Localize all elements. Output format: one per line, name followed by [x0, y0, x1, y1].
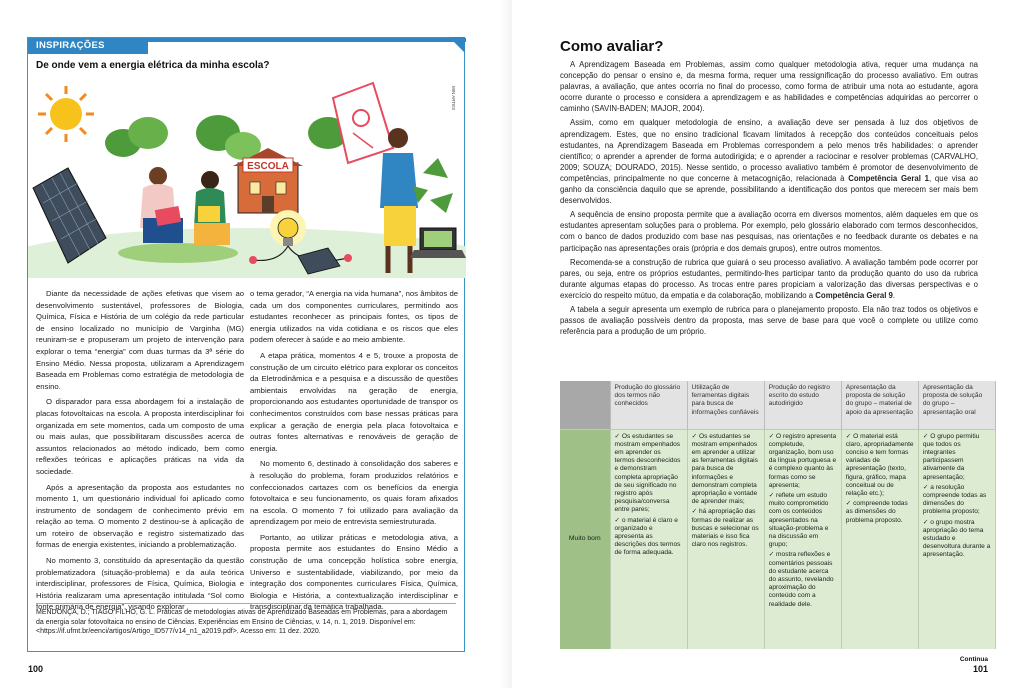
col2-paragraph: No momento 6, destinado à consolidação dos saberes e à resolução do problema, foram produzidos relatórios e confeccionados cartazes com os benefícios da energia fotovoltaica e seu funcionamento, os quais foram afixados na escola. O momento 7 foi utilizado para avaliação da aprendizagem por meio de entrevista semiestruturada.: [250, 459, 458, 527]
box-corner: [449, 37, 465, 53]
section-body: [560, 59, 978, 340]
trees-icon: [105, 115, 348, 160]
rubric-row: [560, 429, 996, 649]
box-label: INSPIRAÇÕES: [28, 38, 148, 54]
students-reading-icon: [118, 167, 238, 263]
page-number-left: 100: [28, 664, 44, 674]
school-sign: ESCOLA: [247, 161, 289, 172]
rubric-criterion: ✓ o material é claro e organizado e apresenta as descrições dos termos de forma adequada.: [614, 516, 681, 557]
rubric-table: [560, 381, 996, 649]
rubric-cell: [764, 429, 841, 649]
rubric-cell: [687, 429, 764, 649]
rubric-cell: [918, 429, 995, 649]
body-paragraph: A Aprendizagem Baseada em Problemas, assim como qualquer metodologia ativa, requer uma mudança na concepção do pensar o ensino e, da mesma forma, requer uma ressignificação do processo avaliativo. Em outras palavras, a avaliação, que antes ocorria no final do processo, como forma de atribuir uma nota ao estudante, agora ocorre durante o processo e considera a aprendizagem e as habilidades e competências adquiridas ao percorrer o caminho (SAVIN-BADEN; MAJOR, 2004).: [560, 60, 978, 114]
competency-highlight: Competência Geral 1: [848, 173, 929, 183]
text-column-2: [250, 288, 458, 617]
page-number-right: 101: [972, 664, 988, 674]
box-title: De onde vem a energia elétrica da minha escola?: [36, 60, 270, 71]
rubric-criterion: ✓ o grupo mostra apropriação do tema estudado e desenvoltura durante a apresentação.: [922, 518, 991, 559]
body-paragraph: A tabela a seguir apresenta um exemplo de rubrica para o planejamento proposto. Ela não traz todos os objetivos e passos de avaliação possíveis dentro da proposta, mas serve de base para que você o complete ou utilize como referência para a produção de um próprio.: [560, 304, 978, 337]
col2-paragraph: A etapa prática, momentos 4 e 5, trouxe a proposta de construção de um circuito elétrico para explorar os conceitos da Eletrodinâmica e a pesquisa e a discussão de questões ambientais envolvidas na geração de energia, proporcionando aos estudantes oportunidade de transpor os conhecimentos construídos com base nessas práticas para explicar a geração de energia pela placa fotovoltaica e outras fontes alternativas e renováveis de geração de energia.: [250, 350, 458, 453]
body-paragraph: A sequência de ensino proposta permite que a avaliação ocorra em diversos momentos, além daqueles em que os estudantes apresentam soluções para o problema. Por exemplo, pelo glossário elaborado com termos desconhecidos, com o banco de dados produzido com base nas pesquisas, nas orientações e no feedback durante os debates e na participação nas apresentações orais (própria e dos demais grupos), entre outros momentos.: [560, 210, 978, 253]
col2-paragraph: o tema gerador, “A energia na vida humana”, nos âmbitos de cada um dos componentes curriculares, permitindo aos estudantes reconhecer as principais fontes, os tipos de energia utilizados na vida cotidiana e os riscos que eles podem oferecer à saúde e ao meio ambiente.: [250, 289, 458, 345]
col1-paragraph: No momento 3, constituído da apresentação da questão problematizadora (situação-problema) e da aula teórica interdisciplinar, professores de Física, Química, Biologia e História realizaram uma apresentação intitulada “Sol como fonte primária de energia”, visando explorar: [36, 556, 244, 612]
col2-paragraph: Portanto, ao utilizar práticas e metodologia ativa, a proposta permite aos estudantes do Ensino Médio a construção de uma concepção holística sobre energia, Universo e sustentabilidade, viabilizando, por meio da integração dos componentes curriculares Física, Química, Biologia e História, a contextualização interdisciplinar e transdisciplinar da temática trabalhada.: [250, 532, 458, 612]
rubric-header: Produção do glossário dos termos não conhecidos: [610, 381, 687, 429]
rubric-header: Produção do registro escrito do estudo autodirigido: [764, 381, 841, 429]
rubric-row-label: Muito bom: [560, 429, 610, 649]
rubric-header: Utilização de ferramentas digitais para busca de informações confiáveis: [687, 381, 764, 429]
bibliographic-reference: MENDONÇA, D.; TIAGO FILHO, G. L. Práticas de metodologias ativas de Aprendizado Baseadas em Problemas, para a abordagem da energia solar fotovoltaica no ensino de Ciências. Experiências em Ensino de Ciências, v. 14, n. 1, 2019. Disponível em: <https://if.ufmt.br/eenci/artigos/Artigo_ID577/v14_n1_a2019.pdf>. Acesso em: 11 dez. 2020.: [36, 603, 456, 637]
body-paragraph: Recomenda-se a construção de rubrica que guiará o seu processo avaliativo. A avaliação também pode ocorrer por pares, ou seja, entre os próprios estudantes, permitindo-lhes participar tanto da produção quanto do uso da rubrica durante algumas etapas do processo. As trocas entre pares propiciam a valorização das diversas perspectivas e o exercício do respeito mútuo, da empatia e da colaboração, mobilizando a Competência Geral 9.: [560, 257, 978, 300]
section-title: Como avaliar?: [560, 38, 664, 55]
rubric-criterion: ✓ O material está claro, apropriadamente conciso e tem formas variadas de apresentação (texto, figura, gráfico, mapa conceitual ou de relação etc.);: [845, 432, 914, 497]
continue-label: Continua: [959, 656, 988, 663]
illustration-credit: MIN ARTES: [451, 86, 456, 111]
rubric-criterion: ✓ reflete um estudo muito comprometido com os conteúdos apresentados na situação-problema e na discussão em grupo;: [768, 491, 829, 549]
body-paragraph: Assim, como em qualquer metodologia de ensino, a avaliação deve ser pensada à luz dos objetivos de aprendizagem. Estes, que no ensino tradicional ficavam limitados à recepção dos conteúdos conceituais pelos estudantes, na Aprendizagem Baseada em Problemas correspondem a pelo menos três habilidades: o aprender científico; o aprender a aprender de forma autodirigida; e o aprender a raciocinar e resolver problemas (CARVALHO, 2009; SOUZA; DOURADO, 2015). Nesse sentido, o processo avaliativo também é promotor de desenvolvimento de competências, principalmente no que concerne à metacognição, relacionada à Competência Geral 1, que visa ao ganho da consciência daquilo que se aprende, possibilitando a identificação dos pontos que merecem ser mais bem desenvolvidos.: [560, 118, 978, 206]
recycle-icon: [413, 158, 453, 213]
rubric-cell: [610, 429, 687, 649]
illustration-svg: [28, 78, 466, 278]
col1-paragraph: Após a apresentação da proposta aos estudantes no momento 1, um questionário individual foi aplicado como instrumento de sondagem de conhecimento prévio em relação ao tema. O momento 2 destinou-se à aplicação de um roteiro de observação e registro sistematizado das formas de energia existentes, iniciando a problematização.: [36, 482, 244, 550]
rubric-criterion: ✓ Os estudantes se mostram empenhados em aprender a utilizar as ferramentas digitais para busca de informações e demonstram completa apropriação e vontade de aprender mais;: [691, 432, 758, 506]
competency-highlight: Competência Geral 9: [815, 290, 893, 300]
right-page: [512, 0, 1024, 688]
rubric-header: Apresentação da proposta de solução do grupo – apresentação oral: [918, 381, 995, 429]
inspiration-box: [27, 37, 465, 652]
rubric-header: Apresentação da proposta de solução do grupo – material de apoio da apresentação: [841, 381, 918, 429]
rubric-criterion: ✓ compreende todas as dimensões do problema proposto.: [845, 500, 908, 524]
col1-paragraph: O disparador para essa abordagem foi a instalação de placas fotovoltaicas na escola. A proposta interdisciplinar foi organizada em sete momentos, cada um composto de uma ou mais aulas, que possibilitaram discussões acerca de assuntos relacionados ao método indicado, bem como reflexões teóricas e aplicações práticas na vida da sociedade.: [36, 397, 244, 476]
sun-icon: [38, 86, 94, 142]
rubric-criterion: ✓ mostra reflexões e comentários pessoais do estudante acerca do assunto, revelando aproximação do conteúdo com a realidade dele.: [768, 551, 834, 608]
solar-energy-illustration: [28, 78, 466, 278]
rubric-criterion: ✓ Os estudantes se mostram empenhados em aprender os termos desconhecidos e demonstram completa apropriação de seu significado no registro após pesquisa/conversa entre pares;: [614, 432, 681, 514]
rubric-criterion: ✓ há apropriação das formas de realizar as buscas e selecionar os materiais e isso fica claro nos registros.: [691, 508, 759, 549]
rubric-criterion: ✓ O registro apresenta completude, organização, bom uso da língua portuguesa e é complexo quanto às formas como se apresenta;: [768, 432, 837, 489]
rubric-criterion: ✓ a resolução compreende todas as dimensões do problema proposto;: [922, 483, 987, 516]
rubric-criterion: ✓ O grupo permitiu que todos os integrantes participassem ativamente da apresentação;: [922, 432, 980, 481]
rubric-header-corner: [560, 381, 610, 429]
text-column-1: [36, 288, 244, 617]
school-building-icon: [233, 148, 303, 213]
rubric-cell: [841, 429, 918, 649]
col1-paragraph: Diante da necessidade de ações efetivas que visem ao desenvolvimento sustentável, professores de Biologia, Química, Física e História de um colégio da rede particular de ensino localizado no município de Varginha (MG) reuniram-se e propuseram um projeto de intervenção para explorar o tema “energia” com duas turmas da 3ª série do Ensino Médio. Nessa proposta, utilizaram a Aprendizagem Baseada em Problemas como estratégia de metodologia de ensino.: [36, 289, 244, 391]
